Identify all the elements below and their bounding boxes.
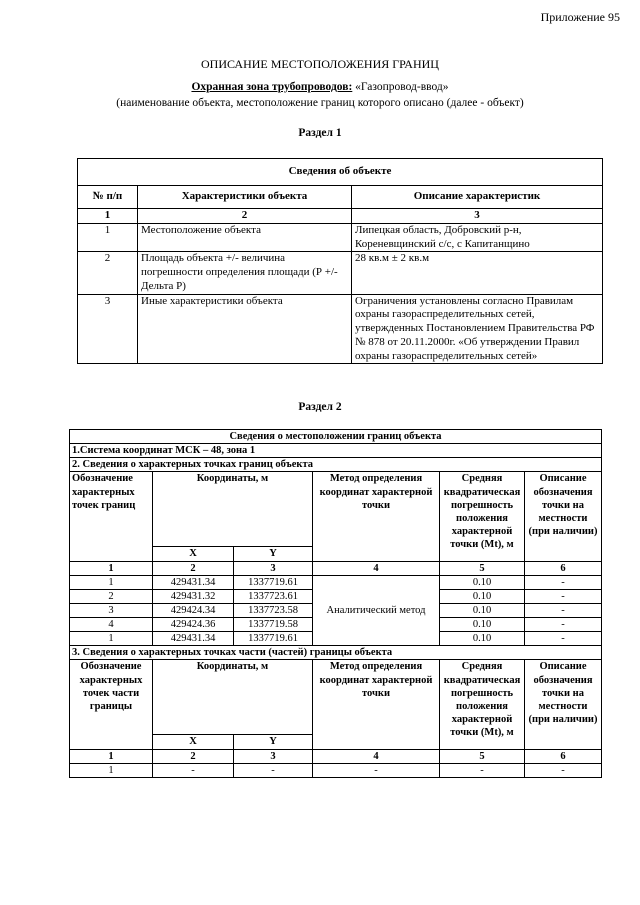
point-description: - bbox=[525, 575, 602, 589]
object-info-table bbox=[77, 158, 603, 364]
point-x: 429431.34 bbox=[153, 575, 234, 589]
boundary-table bbox=[69, 429, 602, 778]
zone-note: (наименование объекта, местоположение границ которого описано (далее - объект) bbox=[116, 97, 524, 109]
table-title: Сведения о местоположении границ объекта bbox=[70, 430, 602, 444]
point-error: - bbox=[440, 763, 525, 777]
coord-system: 1.Система координат МСК – 48, зона 1 bbox=[70, 444, 602, 458]
header-coords: Координаты, м bbox=[153, 472, 313, 547]
point-error: 0.10 bbox=[440, 618, 525, 632]
zone-name: «Газопровод-ввод» bbox=[355, 81, 449, 93]
point-error: 0.10 bbox=[440, 589, 525, 603]
table-row bbox=[78, 252, 603, 294]
header-y: Y bbox=[234, 735, 313, 749]
header-coords: Координаты, м bbox=[153, 660, 313, 735]
header-description: Описание обозначения точки на местности (при наличии) bbox=[525, 472, 602, 561]
point-number: 3 bbox=[70, 603, 153, 617]
row-characteristic: Местоположение объекта bbox=[138, 223, 352, 252]
header-x: X bbox=[153, 735, 234, 749]
point-number: 1 bbox=[70, 575, 153, 589]
table-row bbox=[70, 575, 602, 589]
header-y: Y bbox=[234, 547, 313, 561]
column-number: 5 bbox=[440, 749, 525, 763]
header-description: Описание обозначения точки на местности (при наличии) bbox=[525, 660, 602, 749]
point-number: 4 bbox=[70, 618, 153, 632]
point-y: 1337719.58 bbox=[234, 618, 313, 632]
column-number: 3 bbox=[234, 561, 313, 575]
point-error: 0.10 bbox=[440, 632, 525, 646]
section1-heading: Раздел 1 bbox=[298, 127, 342, 139]
column-header: Описание характеристик bbox=[352, 186, 603, 209]
point-description: - bbox=[525, 632, 602, 646]
row-description: 28 кв.м ± 2 кв.м bbox=[352, 252, 603, 294]
column-number: 1 bbox=[78, 209, 138, 224]
point-method: Аналитический метод bbox=[313, 575, 440, 646]
column-number: 4 bbox=[313, 561, 440, 575]
table-row bbox=[78, 223, 603, 252]
point-y: - bbox=[234, 763, 313, 777]
column-number: 1 bbox=[70, 749, 153, 763]
header-x: X bbox=[153, 547, 234, 561]
row-number: 3 bbox=[78, 294, 138, 364]
point-method: - bbox=[313, 763, 440, 777]
part3-title: 3. Сведения о характерных точках части (частей) границы объекта bbox=[70, 646, 602, 660]
row-description: Липецкая область, Добровский р-н, Кореневщинский с/с, с Капитанщино bbox=[352, 223, 603, 252]
column-number: 3 bbox=[234, 749, 313, 763]
point-x: 429424.36 bbox=[153, 618, 234, 632]
point-x: - bbox=[153, 763, 234, 777]
header-error: Средняя квадратическая погрешность положения характерной точки (Mt), м bbox=[440, 472, 525, 561]
point-description: - bbox=[525, 603, 602, 617]
row-number: 1 bbox=[78, 223, 138, 252]
column-number: 1 bbox=[70, 561, 153, 575]
point-number: 1 bbox=[70, 763, 153, 777]
point-description: - bbox=[525, 589, 602, 603]
column-number: 2 bbox=[153, 561, 234, 575]
row-description: Ограничения установлены согласно Правилам охраны газораспределительных сетей, утвержденных Постановлением Правительства РФ № 878 от 20.11.2000г. «Об утверждении Правил охраны газораспределительных сетей» bbox=[352, 294, 603, 364]
column-header: Характеристики объекта bbox=[138, 186, 352, 209]
point-y: 1337723.61 bbox=[234, 589, 313, 603]
header-method: Метод определения координат характерной точки bbox=[313, 472, 440, 561]
column-header: № п/п bbox=[78, 186, 138, 209]
point-x: 429431.34 bbox=[153, 632, 234, 646]
appendix-label: Приложение 95 bbox=[540, 10, 620, 24]
table-row bbox=[78, 294, 603, 364]
point-description: - bbox=[525, 763, 602, 777]
header-error: Средняя квадратическая погрешность положения характерной точки (Mt), м bbox=[440, 660, 525, 749]
header-method: Метод определения координат характерной точки bbox=[313, 660, 440, 749]
column-number: 3 bbox=[352, 209, 603, 224]
point-y: 1337723.58 bbox=[234, 603, 313, 617]
point-x: 429431.32 bbox=[153, 589, 234, 603]
row-characteristic: Площадь объекта +/- величина погрешности определения площади (Р +/- Дельта Р) bbox=[138, 252, 352, 294]
point-error: 0.10 bbox=[440, 575, 525, 589]
point-number: 1 bbox=[70, 632, 153, 646]
point-x: 429424.34 bbox=[153, 603, 234, 617]
column-number: 6 bbox=[525, 561, 602, 575]
row-characteristic: Иные характеристики объекта bbox=[138, 294, 352, 364]
zone-label: Охранная зона трубопроводов: bbox=[191, 81, 353, 93]
point-number: 2 bbox=[70, 589, 153, 603]
point-y: 1337719.61 bbox=[234, 632, 313, 646]
header-points-part: Обозначение характерных точек части границы bbox=[70, 660, 153, 749]
table-row bbox=[70, 763, 602, 777]
column-number: 6 bbox=[525, 749, 602, 763]
point-y: 1337719.61 bbox=[234, 575, 313, 589]
column-number: 2 bbox=[138, 209, 352, 224]
document-title: ОПИСАНИЕ МЕСТОПОЛОЖЕНИЯ ГРАНИЦ bbox=[201, 57, 439, 71]
table-title: Сведения об объекте bbox=[78, 159, 603, 186]
header-points: Обозначение характерных точек границ bbox=[70, 472, 153, 561]
column-number: 2 bbox=[153, 749, 234, 763]
zone-line bbox=[0, 81, 640, 93]
row-number: 2 bbox=[78, 252, 138, 294]
column-number: 4 bbox=[313, 749, 440, 763]
point-description: - bbox=[525, 618, 602, 632]
point-error: 0.10 bbox=[440, 603, 525, 617]
section2-heading: Раздел 2 bbox=[298, 401, 342, 413]
column-number: 5 bbox=[440, 561, 525, 575]
part2-title: 2. Сведения о характерных точках границ объекта bbox=[70, 458, 602, 472]
